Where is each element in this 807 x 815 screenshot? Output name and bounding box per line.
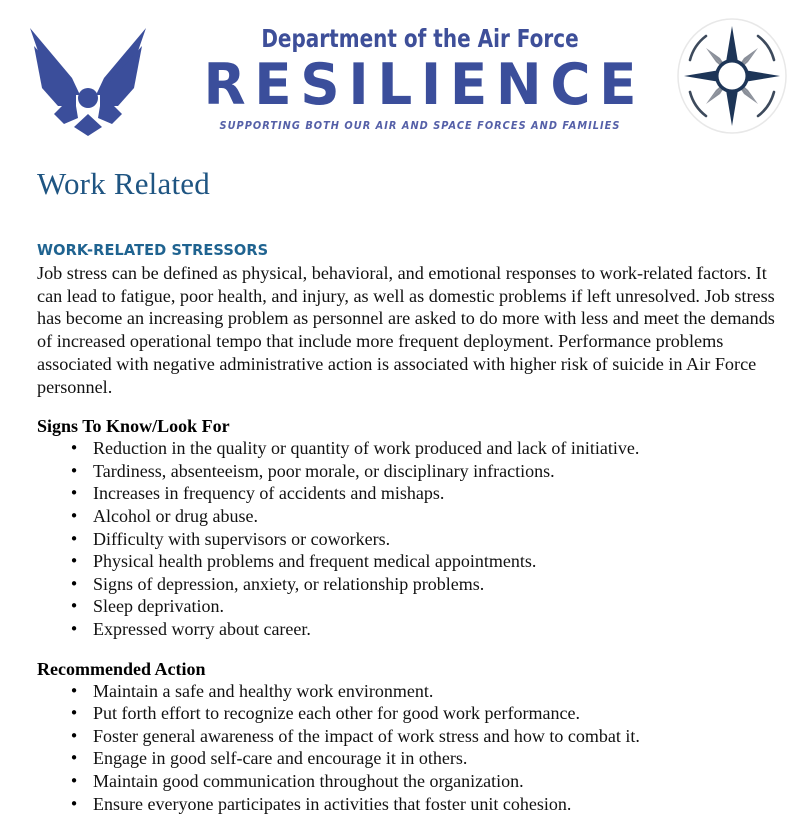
bullet-icon: • bbox=[69, 704, 79, 723]
bullet-icon: • bbox=[69, 484, 79, 503]
list-item bbox=[69, 770, 807, 793]
list-item-text: Engage in good self-care and encourage it in others. bbox=[93, 748, 468, 769]
resilience-title: RESILIENCE bbox=[203, 52, 646, 118]
intro-paragraph: Job stress can be defined as physical, behavioral, and emotional responses to work-related factors. It can lead to fatigue, poor health, and injury, as well as domestic problems if left unresolved. Job stress has become an increasing problem as personnel are asked to do more with less and meet the demands of increased operational tempo that include more frequent deployment. Performance problems associated with negative administrative action is associated with higher risk of suicide in Air Force personnel. bbox=[37, 263, 775, 397]
bullet-icon: • bbox=[69, 794, 79, 813]
resilience-tagline: SUPPORTING BOTH OUR AIR AND SPACE FORCES AND FAMILIES bbox=[219, 120, 621, 132]
list-item-text: Foster general awareness of the impact of work stress and how to combat it. bbox=[93, 725, 640, 746]
list-item-text: Ensure everyone participates in activities that foster unit cohesion. bbox=[93, 793, 572, 814]
list-item bbox=[69, 725, 807, 748]
document-content bbox=[0, 150, 807, 815]
list-item bbox=[69, 618, 807, 641]
compass-rose-icon bbox=[676, 18, 788, 134]
list-item-text: Tardiness, absenteeism, poor morale, or disciplinary infractions. bbox=[93, 460, 555, 481]
list-item-text: Signs of depression, anxiety, or relationship problems. bbox=[93, 573, 485, 594]
list-item-text: Maintain a safe and healthy work environment. bbox=[93, 680, 434, 701]
list-item bbox=[69, 550, 807, 573]
signs-list bbox=[0, 437, 807, 640]
bullet-icon: • bbox=[69, 461, 79, 480]
page-title: Work Related bbox=[37, 166, 210, 201]
list-item bbox=[69, 595, 807, 618]
list-item-text: Alcohol or drug abuse. bbox=[93, 506, 258, 526]
signs-heading: Signs To Know/Look For bbox=[37, 416, 230, 437]
list-item-text: Reduction in the quality or quantity of work produced and lack of initiative. bbox=[93, 438, 640, 459]
list-item bbox=[69, 573, 807, 596]
stressors-heading: WORK-RELATED STRESSORS bbox=[37, 241, 269, 259]
bullet-icon: • bbox=[69, 529, 79, 548]
list-item-text: Put forth effort to recognize each other for good work performance. bbox=[93, 703, 580, 724]
recommended-action-heading: Recommended Action bbox=[37, 658, 206, 679]
department-line: Department of the Air Force bbox=[261, 24, 579, 53]
bullet-icon: • bbox=[69, 726, 79, 745]
list-item bbox=[69, 505, 807, 528]
list-item bbox=[69, 460, 807, 483]
bullet-icon: • bbox=[69, 771, 79, 790]
bullet-icon: • bbox=[69, 681, 79, 700]
list-item bbox=[69, 747, 807, 770]
resilience-wordmark bbox=[175, 24, 665, 133]
resilience-banner bbox=[0, 0, 807, 150]
bullet-icon: • bbox=[69, 749, 79, 768]
bullet-icon: • bbox=[69, 507, 79, 525]
list-item-text: Maintain good communication throughout the organization. bbox=[93, 770, 524, 791]
bullet-icon: • bbox=[69, 552, 79, 571]
list-item-text: Sleep deprivation. bbox=[93, 596, 224, 617]
list-item bbox=[69, 793, 807, 815]
bullet-icon: • bbox=[69, 619, 79, 638]
air-force-wings-icon bbox=[18, 18, 158, 136]
recommended-action-list bbox=[0, 680, 807, 815]
list-item-text: Physical health problems and frequent medical appointments. bbox=[93, 551, 537, 572]
list-item-text: Expressed worry about career. bbox=[93, 618, 311, 639]
list-item-text: Increases in frequency of accidents and mishaps. bbox=[93, 483, 445, 504]
list-item bbox=[69, 528, 807, 551]
bullet-icon: • bbox=[69, 439, 79, 458]
list-item-text: Difficulty with supervisors or coworkers. bbox=[93, 528, 391, 549]
list-item bbox=[69, 482, 807, 505]
list-item bbox=[69, 437, 807, 460]
bullet-icon: • bbox=[69, 574, 79, 593]
list-item bbox=[69, 702, 807, 725]
bullet-icon: • bbox=[69, 597, 79, 616]
list-item bbox=[69, 680, 807, 703]
